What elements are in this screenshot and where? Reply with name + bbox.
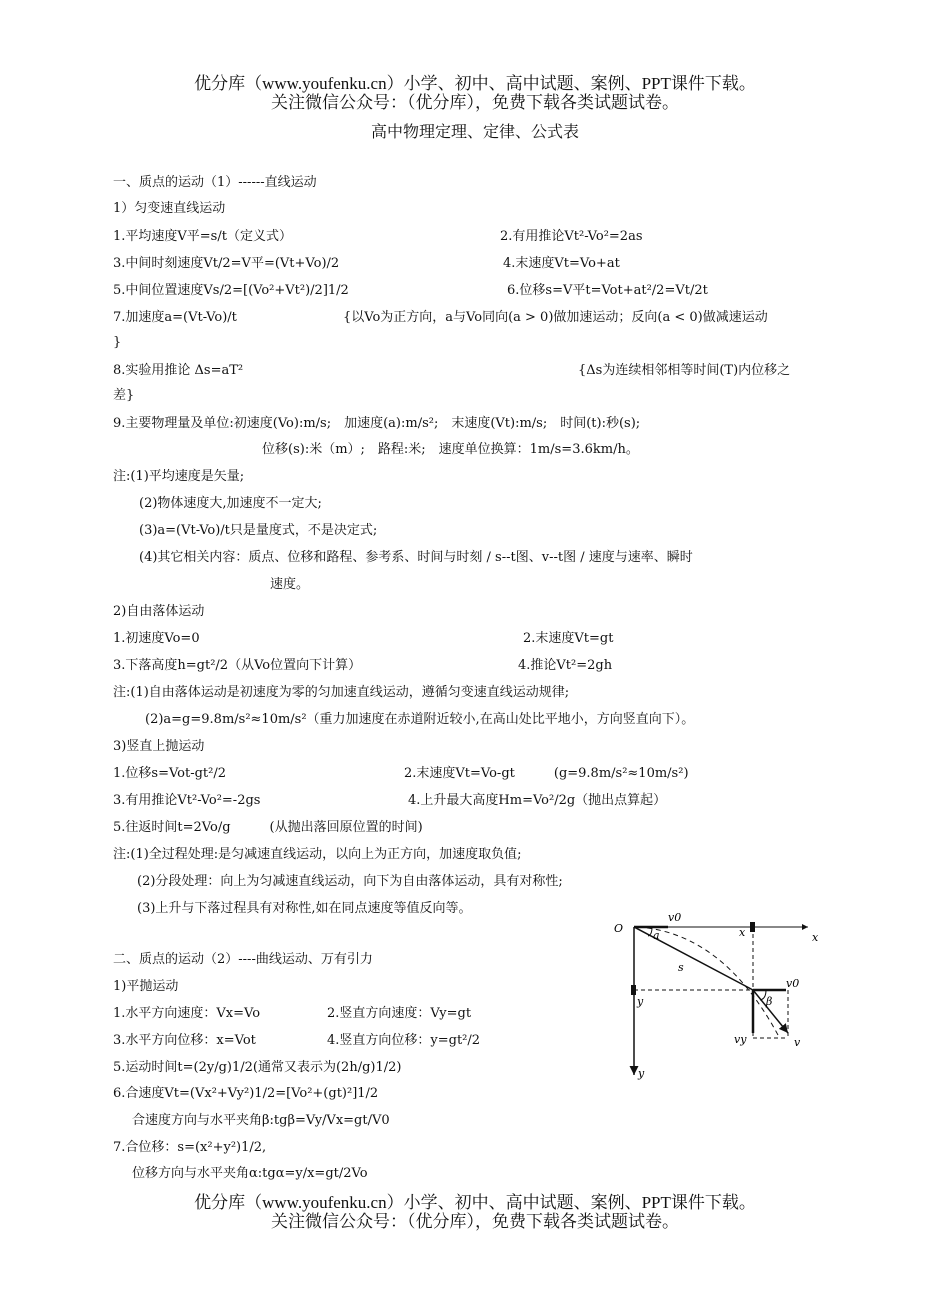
projectile-vertical-velocity: 2.竖直方向速度：Vy=gt [327, 1006, 472, 1021]
throw-round-trip-time: 5.往返时间t=2Vo/g (从抛出落回原位置的时间) [113, 820, 423, 835]
label-s: s [678, 961, 684, 974]
trajectory [638, 927, 778, 1035]
page-title: 高中物理定理、定律、公式表 [370, 122, 579, 141]
projectile-resultant-displacement: 7.合位移：s=(x²+y²)1/2, [113, 1140, 267, 1155]
label-x-axis: x [812, 931, 819, 944]
section-2-heading: 二、质点的运动（2）----曲线运动、万有引力 [113, 952, 373, 967]
projectile-vertical-displacement: 4.竖直方向位移：y=gt²/2 [327, 1033, 481, 1048]
label-x-top: x [739, 926, 746, 939]
section-1-heading: 一、质点的运动（1）------直线运动 [113, 175, 317, 190]
formula-final-velocity: 4.末速度Vt=Vo+at [503, 256, 620, 271]
units-line-2: 位移(s):米（m）; 路程:米; 速度单位换算：1m/s=3.6km/h。 [262, 442, 639, 457]
formula-displacement: 6.位移s=V平t=Vot+at²/2=Vt/2t [507, 283, 708, 298]
label-alpha: a [653, 929, 660, 942]
label-v0-point: v0 [786, 977, 800, 990]
formula-acceleration-note: {以Vo为正方向，a与Vo同向(a > 0)做加速运动；反向(a < 0)做减速运动 [343, 310, 768, 325]
units-line-1: 9.主要物理量及单位:初速度(Vo):m/s; 加速度(a):m/s²; 末速度(Vt):m/s; 时间(t):秒(s); [113, 416, 641, 431]
projectile-diagram [608, 905, 838, 1085]
freefall-initial-velocity: 1.初速度Vo=0 [113, 631, 200, 646]
formula-average-velocity: 1.平均速度V平=s/t（定义式） [113, 229, 292, 244]
note-4: (4)其它相关内容：质点、位移和路程、参考系、时间与时刻 / s--t图、v--t图 / 速度与速率、瞬时 [139, 550, 693, 565]
label-beta: β [766, 995, 773, 1008]
projectile-time: 5.运动时间t=(2y/g)1/2(通常又表示为(2h/g)1/2) [113, 1060, 402, 1075]
footer-line-1: 优分库（www.youfenku.cn）小学、初中、高中试题、案例、PPT课件下载。 [194, 1193, 756, 1212]
point-marker-y [631, 985, 636, 995]
throw-note-2: (2)分段处理：向上为匀减速直线运动，向下为自由落体运动，具有对称性; [137, 874, 563, 889]
freefall-inference: 4.推论Vt²=2gh [518, 658, 613, 673]
projectile-resultant-velocity: 6.合速度Vt=(Vx²+Vy²)1/2=[Vo²+(gt)²]1/2 [113, 1086, 379, 1101]
projectile-velocity-angle: 合速度方向与水平夹角β:tgβ=Vy/Vx=gt/V0 [132, 1113, 390, 1128]
point-marker-x [750, 922, 755, 932]
note-2: (2)物体速度大,加速度不一定大; [139, 496, 322, 511]
label-v0: v0 [668, 911, 682, 924]
subsection-vertical-throw: 3)竖直上抛运动 [113, 739, 205, 754]
projectile-horizontal-velocity: 1.水平方向速度：Vx=Vo [113, 1006, 261, 1021]
formula-experiment-note-end: 差} [113, 388, 135, 403]
freefall-note-1: 注:(1)自由落体运动是初速度为零的匀加速直线运动，遵循匀变速直线运动规律; [113, 685, 570, 700]
formula-acceleration: 7.加速度a=(Vt-Vo)/t [113, 310, 237, 325]
formula-experiment-note: {Δs为连续相邻相等时间(T)内位移之 [578, 363, 791, 378]
throw-note-1: 注:(1)全过程处理:是匀减速直线运动，以向上为正方向，加速度取负值; [113, 847, 522, 862]
note-1: 注:(1)平均速度是矢量; [113, 469, 245, 484]
projectile-displacement-angle: 位移方向与水平夹角α:tgα=y/x=gt/2Vo [132, 1166, 368, 1181]
note-3: (3)a=(Vt-Vo)/t只是量度式，不是决定式; [139, 523, 378, 538]
throw-final-velocity: 2.末速度Vt=Vo-gt (g=9.8m/s²≈10m/s²) [404, 766, 689, 781]
footer-line-2: 关注微信公众号：（优分库），免费下载各类试题试卷。 [271, 1212, 679, 1231]
formula-mid-time-velocity: 3.中间时刻速度Vt/2=V平=(Vt+Vo)/2 [113, 256, 340, 271]
label-vy: vy [734, 1033, 747, 1046]
freefall-note-2: (2)a=g=9.8m/s²≈10m/s²（重力加速度在赤道附近较小,在高山处比平地小，方向竖直向下）。 [145, 712, 695, 727]
freefall-final-velocity: 2.末速度Vt=gt [523, 631, 614, 646]
subsection-free-fall: 2)自由落体运动 [113, 604, 205, 619]
formula-mid-position-velocity: 5.中间位置速度Vs/2=[(Vo²+Vt²)/2]1/2 [113, 283, 349, 298]
label-y-axis: y [638, 1067, 645, 1080]
throw-inference: 3.有用推论Vt²-Vo²=-2gs [113, 793, 261, 808]
subsection-projectile: 1)平抛运动 [113, 979, 179, 994]
label-O: O [614, 922, 624, 935]
label-v: v [794, 1036, 801, 1049]
label-y-mid: y [637, 995, 644, 1008]
header-line-1: 优分库（www.youfenku.cn）小学、初中、高中试题、案例、PPT课件下载。 [194, 74, 756, 93]
note-4-cont: 速度。 [270, 577, 310, 592]
projectile-horizontal-displacement: 3.水平方向位移：x=Vot [113, 1033, 256, 1048]
throw-max-height: 4.上升最大高度Hm=Vo²/2g（抛出点算起） [408, 793, 667, 808]
throw-displacement: 1.位移s=Vot-gt²/2 [113, 766, 227, 781]
header-line-2: 关注微信公众号：（优分库），免费下载各类试题试卷。 [271, 93, 679, 112]
subsection-uniform-acceleration: 1）匀变速直线运动 [113, 201, 226, 216]
freefall-height: 3.下落高度h=gt²/2（从Vo位置向下计算） [113, 658, 362, 673]
displacement-s [634, 927, 753, 990]
formula-useful-inference: 2.有用推论Vt²-Vo²=2as [500, 229, 643, 244]
formula-experiment-inference: 8.实验用推论 Δs=aT² [113, 363, 244, 378]
formula-acceleration-note-end: } [113, 335, 122, 350]
throw-note-3: (3)上升与下落过程具有对称性,如在同点速度等值反向等。 [137, 901, 472, 916]
